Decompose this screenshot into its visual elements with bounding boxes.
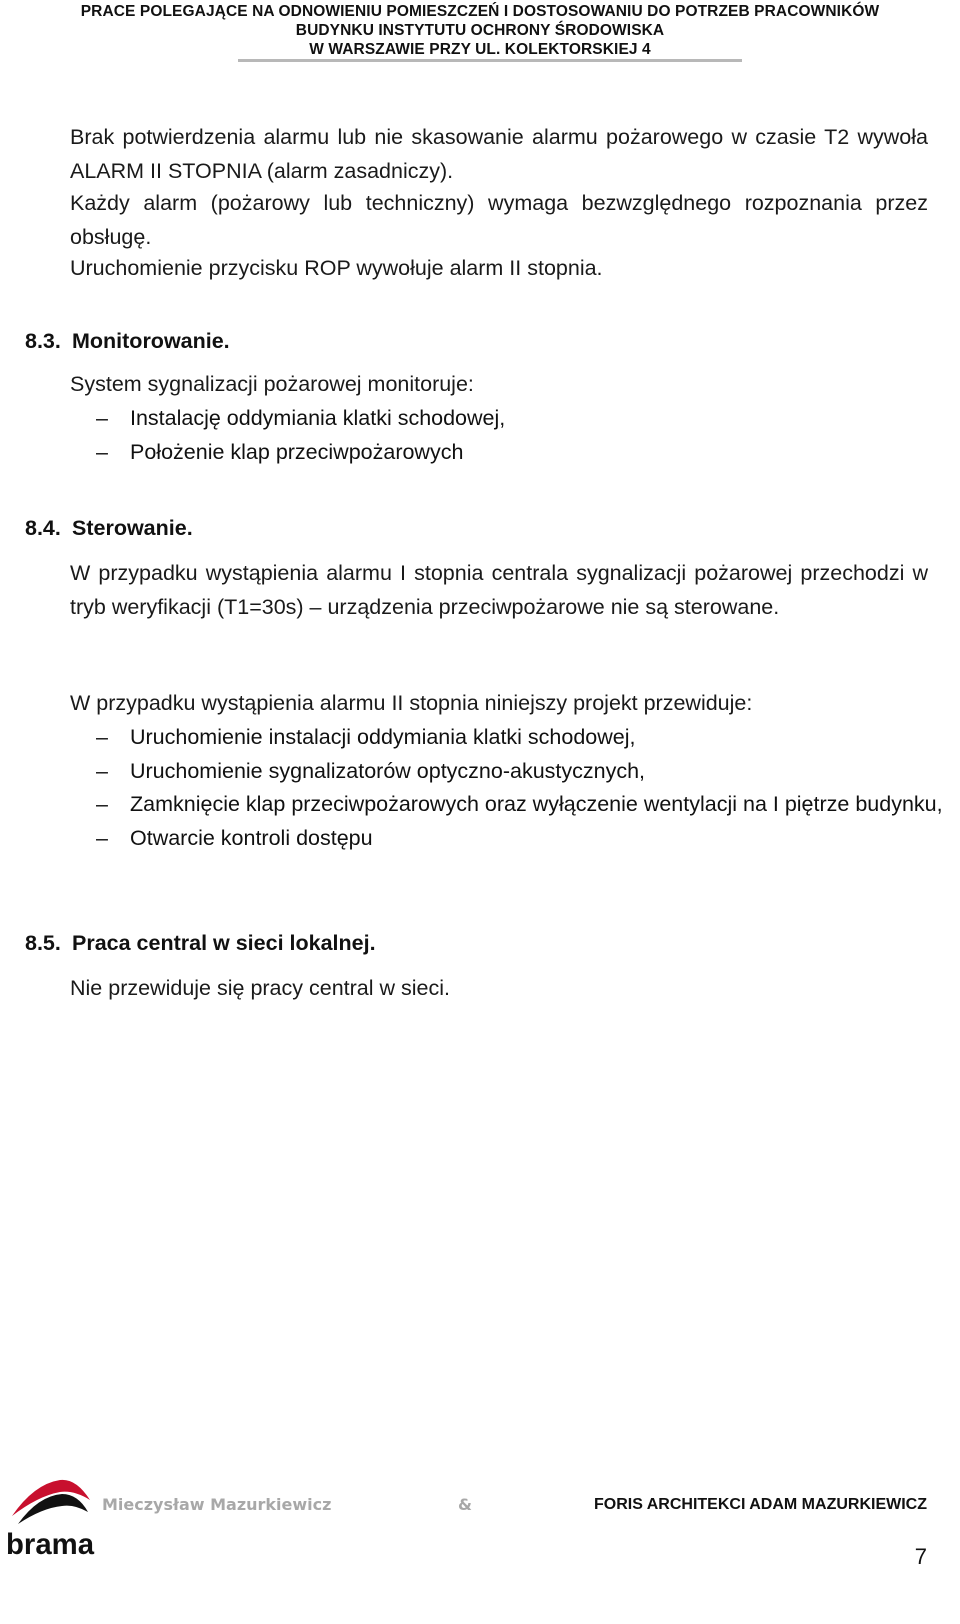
list-item-text: Uruchomienie sygnalizatorów optyczno-akustycznych, [130, 758, 646, 783]
logo-text: brama [6, 1528, 95, 1560]
list-dash: – [96, 439, 108, 464]
section-8-3-heading [25, 326, 230, 356]
section-8-3-list [72, 402, 959, 469]
list-dash: – [96, 725, 108, 749]
section-8-5-heading [25, 928, 376, 958]
section-title: Sterowanie. [72, 516, 193, 540]
section-8-3-lead: System sygnalizacji pożarowej monitoruje: [70, 372, 474, 396]
intro-paragraph-1: Brak potwierdzenia alarmu lub nie skasowanie alarmu pożarowego w czasie T2 wywoła ALARM II STOPNIA (alarm zasadniczy). [70, 125, 928, 183]
list-item-text: Położenie klap przeciwpożarowych [130, 439, 464, 464]
section-title: Monitorowanie. [72, 329, 230, 353]
section-8-4-lead: W przypadku wystąpienia alarmu II stopnia niniejszy projekt przewiduje: [70, 691, 753, 715]
section-number: 8.5. [25, 931, 61, 955]
intro-paragraph-2: Każdy alarm (pożarowy lub techniczny) wymaga bezwzględnego rozpoznania przez obsługę. [70, 191, 928, 249]
list-dash: – [96, 758, 108, 783]
list-item [72, 436, 959, 470]
list-dash: – [96, 792, 108, 816]
section-8-5-paragraph: Nie przewiduje się pracy central w sieci. [70, 976, 450, 1000]
list-item [72, 822, 959, 856]
footer-author-name: Mieczysław Mazurkiewicz [102, 1495, 332, 1514]
section-number: 8.4. [25, 516, 61, 540]
intro-paragraph-3: Uruchomienie przycisku ROP wywołuje alarm II stopnia. [70, 256, 603, 280]
list-dash: – [96, 825, 108, 850]
list-item [72, 402, 959, 436]
page-number: 7 [914, 1544, 927, 1569]
list-dash: – [96, 406, 108, 430]
section-title: Praca central w sieci lokalnej. [72, 931, 376, 955]
section-number: 8.3. [25, 329, 61, 353]
list-item-text: Otwarcie kontroli dostępu [130, 825, 373, 850]
list-item-text: Zamknięcie klap przeciwpożarowych oraz wyłączenie wentylacji na I piętrze budynku, [130, 792, 943, 816]
header-line-3: W WARSZAWIE PRZY UL. KOLEKTORSKIEJ 4 [309, 41, 651, 58]
list-item [72, 721, 959, 755]
page-header [0, 0, 960, 59]
header-line-2: BUDYNKU INSTYTUTU OCHRONY ŚRODOWISKA [295, 22, 665, 39]
footer-company: FORIS ARCHITEKCI ADAM MAZURKIEWICZ [593, 1496, 927, 1513]
section-8-4-list [72, 721, 959, 855]
section-8-4-heading [25, 513, 193, 543]
section-8-4-paragraph: W przypadku wystąpienia alarmu I stopnia centrala sygnalizacji pożarowej przechodzi w tryb weryfikacji (T1=30s) – urządzenia przeciwpożarowe nie są sterowane. [70, 561, 928, 619]
list-item [72, 788, 959, 822]
footer-ampersand: & [458, 1495, 472, 1514]
header-divider [238, 59, 742, 62]
list-item-text: Instalację oddymiania klatki schodowej, [130, 406, 506, 430]
list-item-text: Uruchomienie instalacji oddymiania klatki schodowej, [130, 725, 636, 749]
list-item [72, 755, 959, 789]
header-line-1: PRACE POLEGAJĄCE NA ODNOWIENIU POMIESZCZEŃ I DOSTOSOWANIU DO POTRZEB PRACOWNIKÓW [80, 3, 880, 20]
